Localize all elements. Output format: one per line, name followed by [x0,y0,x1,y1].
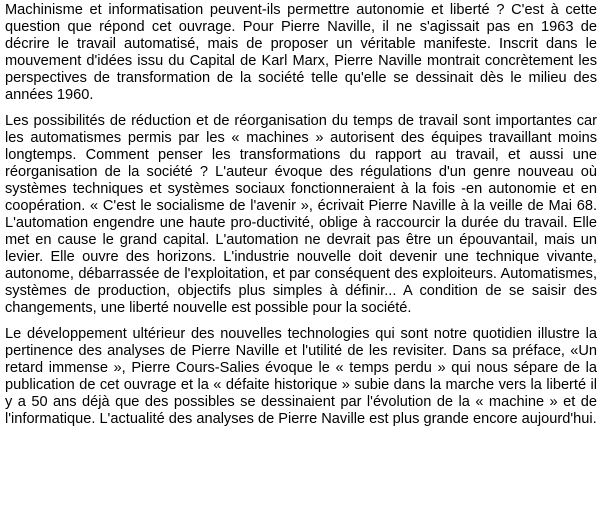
paragraph-working-time: Les possibilités de réduction et de réorganisation du temps de travail sont importantes car les automatismes permis par les « machines » autorisent des équipes travaillant moins longtemps. Comment penser les transformations du rapport au travail, et aussi une réorganisation de la société ? L'auteur évoque des régulations d'un genre nouveau où systèmes techniques et systèmes sociaux fonctionneraient à la fois -en autonomie et en coopération. « C'est le socialisme de l'avenir », écrivait Pierre Naville à la veille de Mai 68. L'automation engendre une haute pro-ductivité, oblige à raccourcir la durée du travail. Elle met en cause le grand capital. L'automation ne devrait pas être un épouvantail, mais un levier. Elle ouvre des horizons. L'industrie nouvelle doit devenir une technique vivante, autonome, débarrassée de l'exploitation, et par conséquent des exploiteurs. Automatismes, systèmes de production, objectifs plus simples à définir... A condition de se saisir des changements, une liberté nouvelle est possible pour la société. [5,113,597,316]
paragraph-intro: Machinisme et informatisation peuvent-ils permettre autonomie et liberté ? C'est à cette question que répond cet ouvrage. Pour Pierre Naville, il ne s'agissait pas en 1963 de décrire le travail automatisé, mais de proposer un véritable manifeste. Inscrit dans le mouvement d'idées issu du Capital de Karl Marx, Pierre Naville montrait concrètement les perspectives de transformation de la société telle qu'elle se dessinait dès le milieu des années 1960. [5,2,597,103]
paragraph-new-technologies: Le développement ultérieur des nouvelles technologies qui sont notre quotidien illustre la pertinence des analyses de Pierre Naville et l'utilité de les revisiter. Dans sa préface, «Un retard immense », Pierre Cours-Salies évoque le « temps perdu » qui nous sépare de la publication de cet ouvrage et la « défaite historique » subie dans la marche vers la liberté il y a 50 ans déjà que des possibles se dessinaient par l'évolution de la « machine » et de l'informatique. L'actualité des analyses de Pierre Naville est plus grande encore aujourd'hui. [5,326,597,427]
